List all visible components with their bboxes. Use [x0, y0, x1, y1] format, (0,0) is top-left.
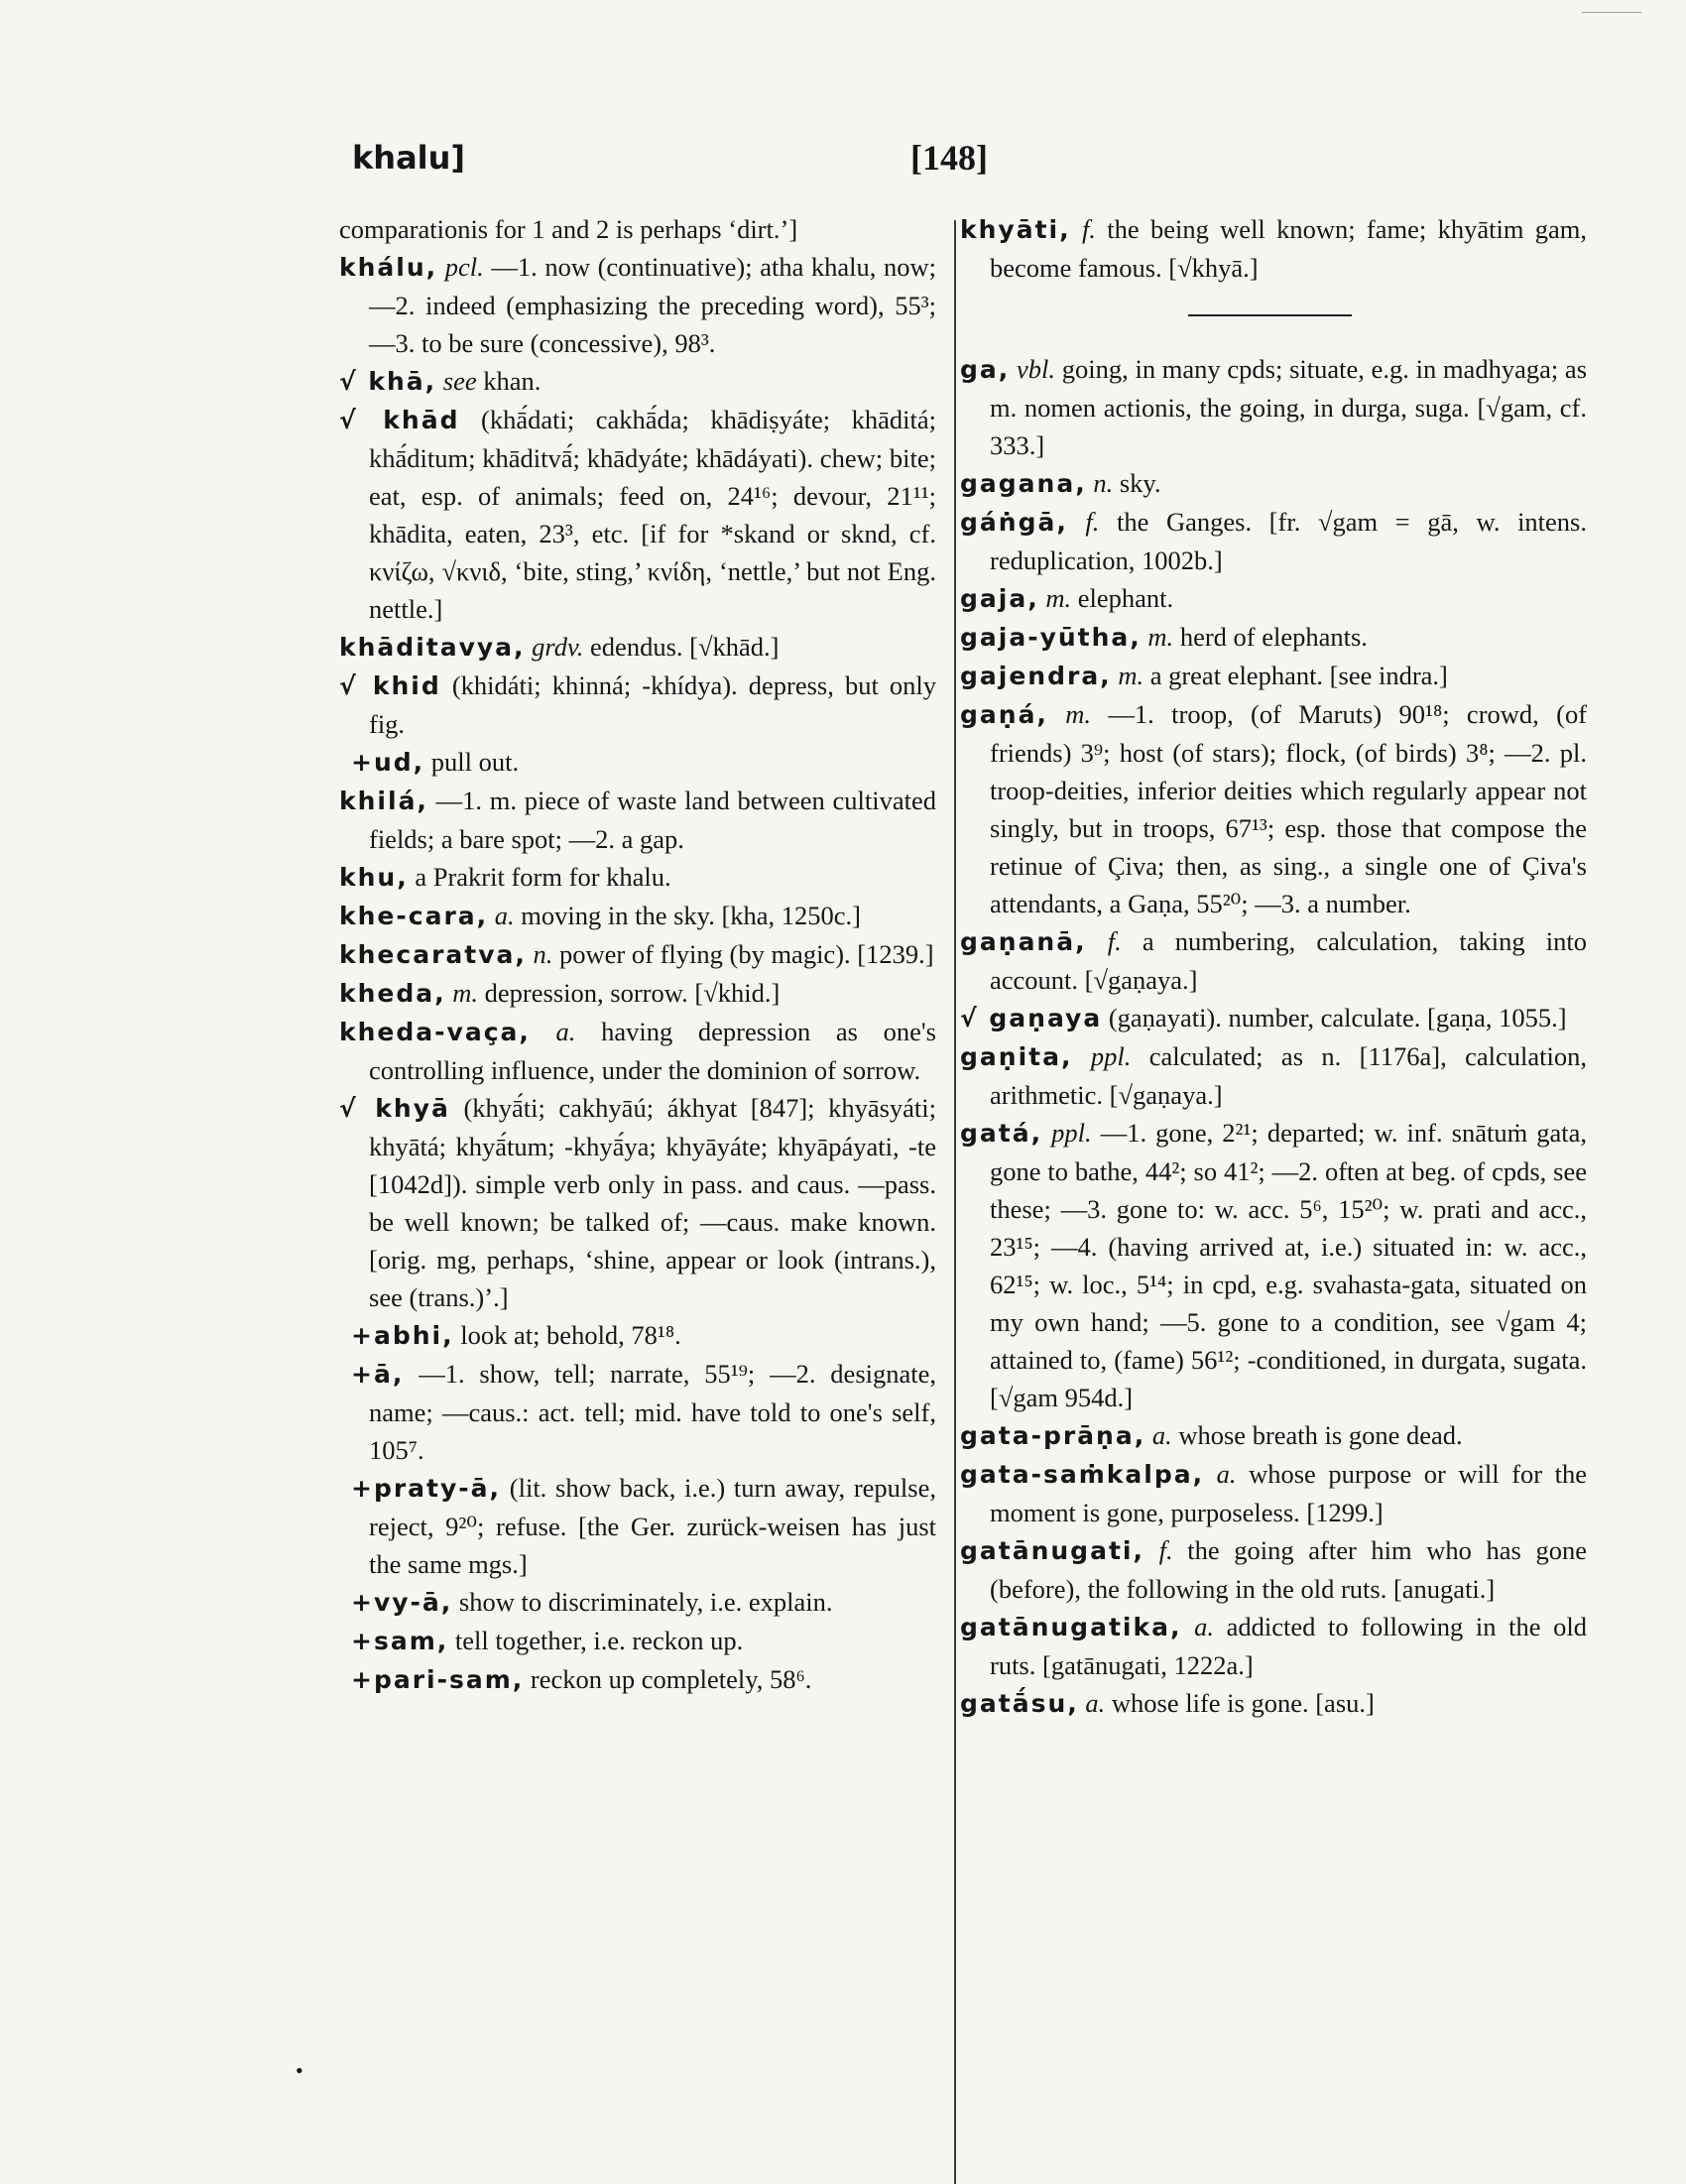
- entry-grammar: a.: [555, 1017, 576, 1046]
- dictionary-entry: [960, 350, 1587, 464]
- entry-definition: —1. now (continuative); atha khalu, now; —2. indeed (emphasizing the preceding word), 55³; —3. to be sure (concessive), 98³.: [369, 252, 937, 358]
- entry-definition: addicted to following in the old ruts. [gatānugati, 1222a.]: [990, 1612, 1587, 1680]
- entry-definition: sky.: [1119, 468, 1161, 498]
- entry-headword: +abhi,: [351, 1321, 454, 1350]
- entry-grammar: f.: [1081, 214, 1096, 244]
- entry-headword: khálu,: [339, 253, 438, 282]
- entry-grammar: m.: [1045, 583, 1072, 613]
- dictionary-entry: [339, 782, 936, 858]
- entry-headword: √ khid: [339, 671, 441, 700]
- entry-headword: gatānugatika,: [960, 1613, 1182, 1641]
- entry-definition: a great elephant. [see indra.]: [1149, 661, 1448, 690]
- entry-definition: —1. m. piece of waste land between cultivated fields; a bare spot; —2. a gap.: [369, 786, 936, 854]
- dictionary-entry: [960, 1114, 1587, 1416]
- entry-headword: √ gaṇaya: [960, 1004, 1103, 1032]
- dictionary-entry: [339, 974, 936, 1013]
- entry-definition: a numbering, calculation, taking into account. [√gaṇaya.]: [990, 926, 1587, 995]
- right-column-top: [960, 210, 1587, 287]
- entry-definition: (gaṇayati). number, calculate. [gaṇa, 1055.]: [1108, 1003, 1567, 1032]
- entry-grammar: pcl.: [444, 252, 484, 282]
- dictionary-entry: [339, 897, 936, 935]
- entry-grammar: a.: [1194, 1612, 1214, 1641]
- dictionary-entry: [339, 248, 936, 362]
- dictionary-entry: [960, 922, 1587, 999]
- entry-grammar: grdv.: [532, 632, 584, 662]
- dictionary-entry: [339, 1316, 936, 1355]
- column-divider: [954, 220, 956, 2184]
- entry-headword: +pari-sam,: [351, 1665, 525, 1694]
- entry-definition: the Ganges. [fr. √gam = gā, w. intens. reduplication, 1002b.]: [990, 507, 1587, 575]
- dictionary-entry: [339, 1013, 936, 1089]
- dictionary-entry: [960, 1416, 1587, 1455]
- entry-definition: pull out.: [430, 747, 520, 777]
- entry-definition: (khyā́ti; cakhyāú; ákhyat [847]; khyāsyáti; khyātá; khyā́tum; -khyā́ya; khyāyáte; khyāpáyati, -te [1042d]). simple verb only in pass. and caus. —pass. be well known; be talked of; —caus. make known. [orig. mg, perhaps, ‘shine, appear or look (intrans.), see (trans.)’.]: [369, 1093, 936, 1312]
- entry-definition: reckon up completely, 58⁶.: [530, 1664, 812, 1694]
- dictionary-entry: [960, 579, 1587, 618]
- dictionary-entry: [339, 1469, 936, 1583]
- entry-headword: gaja,: [960, 584, 1039, 613]
- entry-definition: edendus. [√khād.]: [590, 632, 780, 662]
- entry-grammar: f.: [1085, 507, 1100, 537]
- entry-definition: (lit. show back, i.e.) turn away, repulse, reject, 9²⁰; refuse. [the Ger. zurück-weisen has just the same mgs.]: [369, 1473, 936, 1579]
- entry-definition: look at; behold, 78¹⁸.: [460, 1320, 681, 1350]
- dictionary-entry: [339, 858, 936, 897]
- entry-headword: gagana,: [960, 469, 1087, 498]
- entry-headword: gata-saṁkalpa,: [960, 1460, 1205, 1489]
- dictionary-entry: [339, 1583, 936, 1622]
- entry-grammar: f.: [1107, 926, 1122, 956]
- entry-definition: calculated; as n. [1176a], calculation, arithmetic. [√gaṇaya.]: [990, 1041, 1588, 1110]
- entry-definition: —1. show, tell; narrate, 55¹⁹; —2. designate, name; —caus.: act. tell; mid. have told to one's self, 105⁷.: [369, 1359, 937, 1465]
- entry-definition: power of flying (by magic). [1239.]: [559, 939, 934, 969]
- entry-headword: +ā,: [351, 1360, 405, 1389]
- entry-definition: show to discriminately, i.e. explain.: [458, 1587, 833, 1617]
- entry-definition: —1. troop, (of Maruts) 90¹⁸; crowd, (of friends) 3⁹; host (of stars); flock, (of birds) 3⁸; —2. pl. troop-deities, inferior deities which regularly appear not singly, but in troops, 67¹³; esp. those that compose the retinue of Çiva; then, as sing., a single one of Çiva's attendants, a Gaṇa, 55²⁰; —3. a number.: [990, 699, 1588, 918]
- dictionary-entry: [339, 935, 936, 974]
- entry-grammar: n.: [533, 939, 553, 969]
- entry-headword: ga,: [960, 355, 1011, 384]
- section-divider: [1188, 314, 1352, 316]
- dictionary-entry: [960, 1531, 1587, 1608]
- entry-grammar: vbl.: [1017, 354, 1055, 384]
- entry-headword: √ khād: [339, 406, 460, 434]
- entry-definition: whose purpose or will for the moment is gone, purposeless. [1299.]: [990, 1459, 1588, 1527]
- entry-grammar: f.: [1158, 1535, 1173, 1565]
- entry-headword: gáṅgā,: [960, 508, 1068, 537]
- dictionary-entry: [960, 657, 1587, 695]
- entry-definition: elephant.: [1077, 583, 1174, 613]
- right-column-entries: [960, 350, 1587, 1723]
- entry-headword: khe-cara,: [339, 902, 489, 930]
- entry-grammar: n.: [1093, 468, 1114, 498]
- entry-headword: gata-prāṇa,: [960, 1421, 1146, 1450]
- dictionary-entry: [339, 362, 936, 401]
- entry-headword: gajendra,: [960, 662, 1112, 690]
- dictionary-entry: [960, 1608, 1587, 1684]
- entry-grammar: a.: [494, 901, 515, 930]
- entry-headword: +praty-ā,: [351, 1474, 502, 1503]
- entry-grammar: m.: [1065, 699, 1092, 729]
- dictionary-entry: [339, 1660, 936, 1699]
- entry-headword: +ud,: [351, 748, 425, 777]
- entry-definition: whose breath is gone dead.: [1178, 1420, 1463, 1450]
- entry-headword: gatānugati,: [960, 1536, 1144, 1565]
- entry-headword: khyāti,: [960, 215, 1071, 244]
- entry-headword: √ khā,: [339, 367, 437, 396]
- dictionary-entry: [960, 695, 1587, 922]
- dictionary-entry: [339, 667, 936, 743]
- entry-grammar: ppl.: [1090, 1041, 1132, 1071]
- entry-definition: having depression as one's controlling influence, under the dominion of sorrow.: [369, 1017, 936, 1085]
- entry-headword: gaja-yūtha,: [960, 623, 1142, 652]
- right-column: [960, 210, 1587, 1723]
- entry-definition: the being well known; fame; khyātim gam, become famous. [√khyā.]: [990, 214, 1588, 283]
- dictionary-entry: [960, 503, 1587, 579]
- entry-definition: the going after him who has gone (before), the following in the old ruts. [anugati.]: [990, 1535, 1588, 1604]
- entry-grammar: m.: [452, 978, 479, 1008]
- entry-headword: khu,: [339, 863, 409, 892]
- entry-definition: herd of elephants.: [1179, 622, 1368, 652]
- entry-definition: going, in many cpds; situate, e.g. in madhyaga; as m. nomen actionis, the going, in durga, suga. [√gam, cf. 333.]: [990, 354, 1588, 460]
- dictionary-entry: [339, 1355, 936, 1469]
- entry-headword: khilá,: [339, 787, 428, 815]
- dictionary-entry: [339, 210, 936, 248]
- entry-headword: gatá,: [960, 1119, 1043, 1148]
- page-number: [148]: [910, 138, 988, 178]
- dictionary-entry: [960, 1037, 1587, 1114]
- entry-grammar: a.: [1151, 1420, 1172, 1450]
- entry-headword: kheda-vaça,: [339, 1018, 531, 1046]
- entry-headword: khecaratva,: [339, 940, 527, 969]
- entry-definition: comparationis for 1 and 2 is perhaps ‘dirt.’]: [339, 214, 798, 244]
- margin-bullet: •: [296, 2058, 303, 2083]
- dictionary-entry: [339, 628, 936, 667]
- entry-headword: kheda,: [339, 979, 446, 1008]
- entry-headword: gaṇanā,: [960, 927, 1087, 956]
- entry-definition: moving in the sky. [kha, 1250c.]: [521, 901, 862, 930]
- entry-headword: gaṇá,: [960, 700, 1048, 729]
- entry-grammar: see: [442, 366, 477, 396]
- entry-headword: +sam,: [351, 1627, 449, 1655]
- dictionary-entry: [339, 401, 936, 628]
- dictionary-entry: [339, 1089, 936, 1316]
- entry-grammar: m.: [1147, 622, 1174, 652]
- left-column: [339, 210, 936, 1699]
- dictionary-entry: [960, 1684, 1587, 1723]
- entry-grammar: ppl.: [1051, 1118, 1092, 1148]
- entry-grammar: a.: [1216, 1459, 1237, 1489]
- entry-definition: (khā́dati; cakhā́da; khādiṣyáte; khāditá; khā́ditum; khāditvā́; khādyáte; khādáyati). chew; bite; eat, esp. of animals; feed on, 24¹⁶; devour, 21¹¹; khādita, eaten, 23³, etc. [if for *skand or sknd, cf. κνίζω, √κνιδ, ‘bite, sting,’ κνίδη, ‘nettle,’ but not Eng. nettle.]: [369, 405, 936, 624]
- entry-definition: whose life is gone. [asu.]: [1111, 1688, 1375, 1718]
- dictionary-entry: [960, 210, 1587, 287]
- entry-definition: a Prakrit form for khalu.: [415, 862, 671, 892]
- dictionary-entry: [960, 1455, 1587, 1531]
- entry-headword: gaṇita,: [960, 1042, 1073, 1071]
- entry-headword: √ khyā: [339, 1094, 450, 1123]
- entry-headword: khāditavya,: [339, 633, 526, 662]
- guide-word: khalu]: [352, 139, 466, 177]
- entry-headword: gatā́su,: [960, 1689, 1079, 1718]
- entry-definition: depression, sorrow. [√khid.]: [484, 978, 781, 1008]
- entry-grammar: a.: [1085, 1688, 1106, 1718]
- dictionary-entry: [960, 999, 1587, 1037]
- entry-definition: —1. gone, 2²¹; departed; w. inf. snātuṁ gata, gone to bathe, 44²; so 41²; —2. often at beg. of cpds, see these; —3. gone to: w. acc. 5⁶, 15²⁰; w. prati and acc., 23¹⁵; —4. (having arrived at, i.e.) situated in: w. acc., 62¹⁵; w. loc., 5¹⁴; in cpd, e.g. svahasta-gata, situated on my own hand; —5. gone to a condition, see √gam 4; attained to, (fame) 56¹²; -conditioned, in durgata, sugata. [√gam 954d.]: [990, 1118, 1588, 1412]
- entry-grammar: m.: [1118, 661, 1144, 690]
- dictionary-entry: [339, 1622, 936, 1660]
- dictionary-entry: [960, 618, 1587, 657]
- dictionary-entry: [339, 743, 936, 782]
- entry-definition: khan.: [483, 366, 542, 396]
- dictionary-entry: [960, 464, 1587, 503]
- entry-headword: +vy-ā,: [351, 1588, 453, 1617]
- entry-definition: tell together, i.e. reckon up.: [454, 1626, 744, 1655]
- entry-definition: (khidáti; khinná; -khídya). depress, but only fig.: [369, 670, 936, 739]
